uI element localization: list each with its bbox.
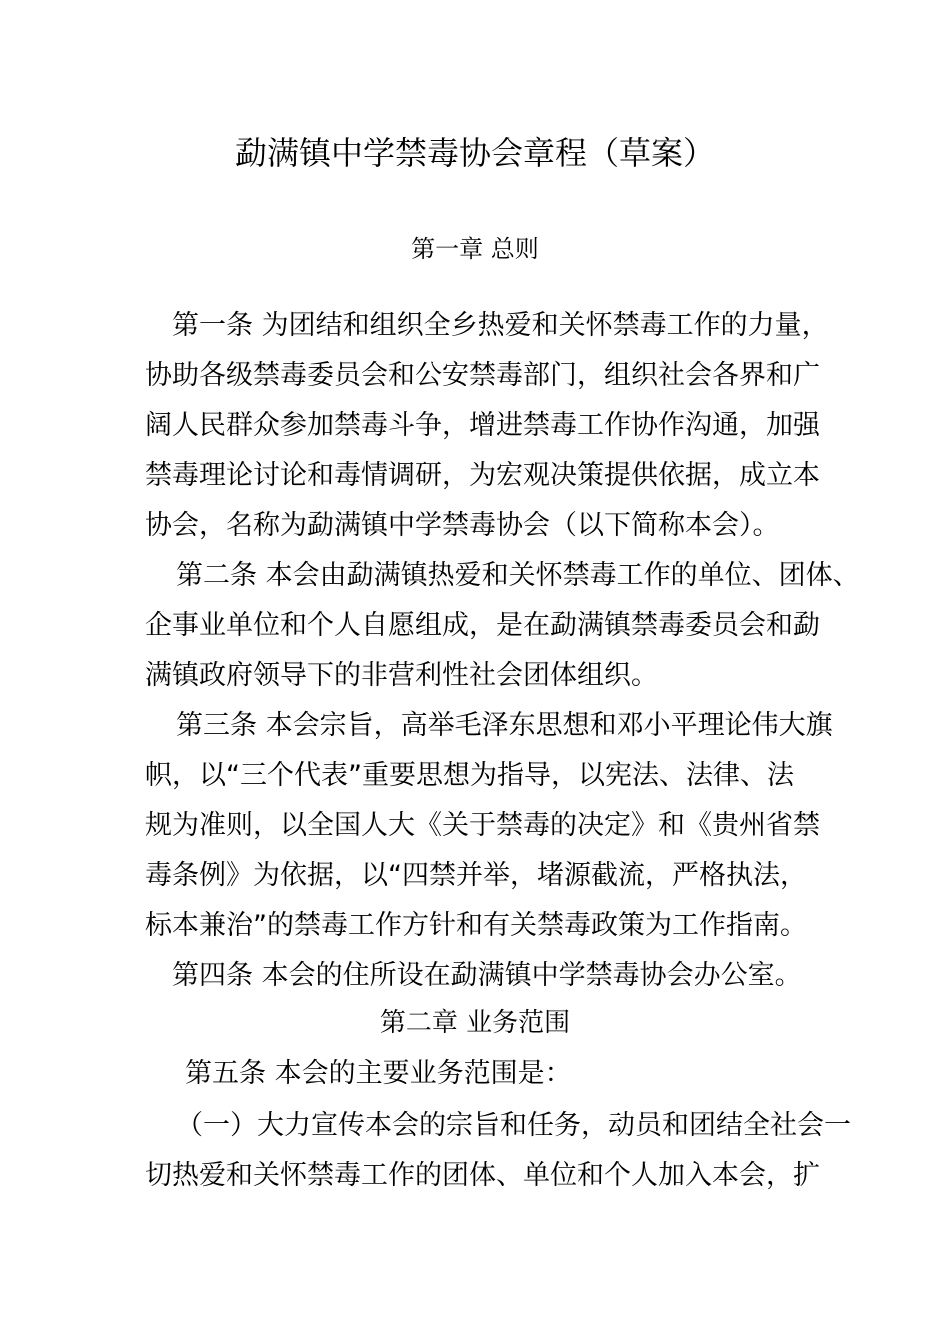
article-4-line-1: 第四条 本会的住所设在勐满镇中学禁毒协会办公室。: [172, 960, 802, 991]
chapter-1-heading: 第一章 总则: [411, 235, 539, 263]
article-5-line-1: 第五条 本会的主要业务范围是：: [185, 1058, 572, 1089]
article-1-line-3: 阔人民群众参加禁毒斗争，增进禁毒工作协作沟通，加强: [145, 410, 820, 441]
article-1-line-2: 协助各级禁毒委员会和公安禁毒部门，组织社会各界和广: [145, 360, 820, 391]
document-title: 勐满镇中学禁毒协会章程（草案）: [234, 134, 715, 172]
article-3-line-5: 标本兼治”的禁毒工作方针和有关禁毒政策为工作指南。: [145, 910, 807, 941]
article-1-line-1: 第一条 为团结和组织全乡热爱和关怀禁毒工作的力量，: [172, 310, 829, 341]
item-1-line-1: （一）大力宣传本会的宗旨和任务，动员和团结全社会一: [176, 1110, 851, 1141]
article-2-line-2: 企事业单位和个人自愿组成，是在勐满镇禁毒委员会和勐: [145, 610, 820, 641]
article-1-line-5: 协会，名称为勐满镇中学禁毒协会（以下简称本会）。: [145, 510, 780, 541]
chapter-2-heading: 第二章 业务范围: [379, 1008, 571, 1038]
article-3-line-1: 第三条 本会宗旨，高举毛泽东思想和邓小平理论伟大旗: [176, 710, 833, 741]
article-1-line-4: 禁毒理论讨论和毒情调研，为宏观决策提供依据，成立本: [145, 460, 820, 491]
article-2-line-1: 第二条 本会由勐满镇热爱和关怀禁毒工作的单位、团体、: [176, 560, 860, 591]
article-2-line-3: 满镇政府领导下的非营利性社会团体组织。: [145, 660, 658, 691]
article-3-line-4: 毒条例》为依据，以“四禁并举，堵源截流，严格执法，: [145, 860, 807, 891]
article-3-line-3: 规为准则，以全国人大《关于禁毒的决定》和《贵州省禁: [145, 810, 820, 841]
item-1-line-2: 切热爱和关怀禁毒工作的团体、单位和个人加入本会，扩: [145, 1160, 820, 1191]
article-3-line-2: 帜，以“三个代表”重要思想为指导，以宪法、法律、法: [145, 760, 794, 791]
